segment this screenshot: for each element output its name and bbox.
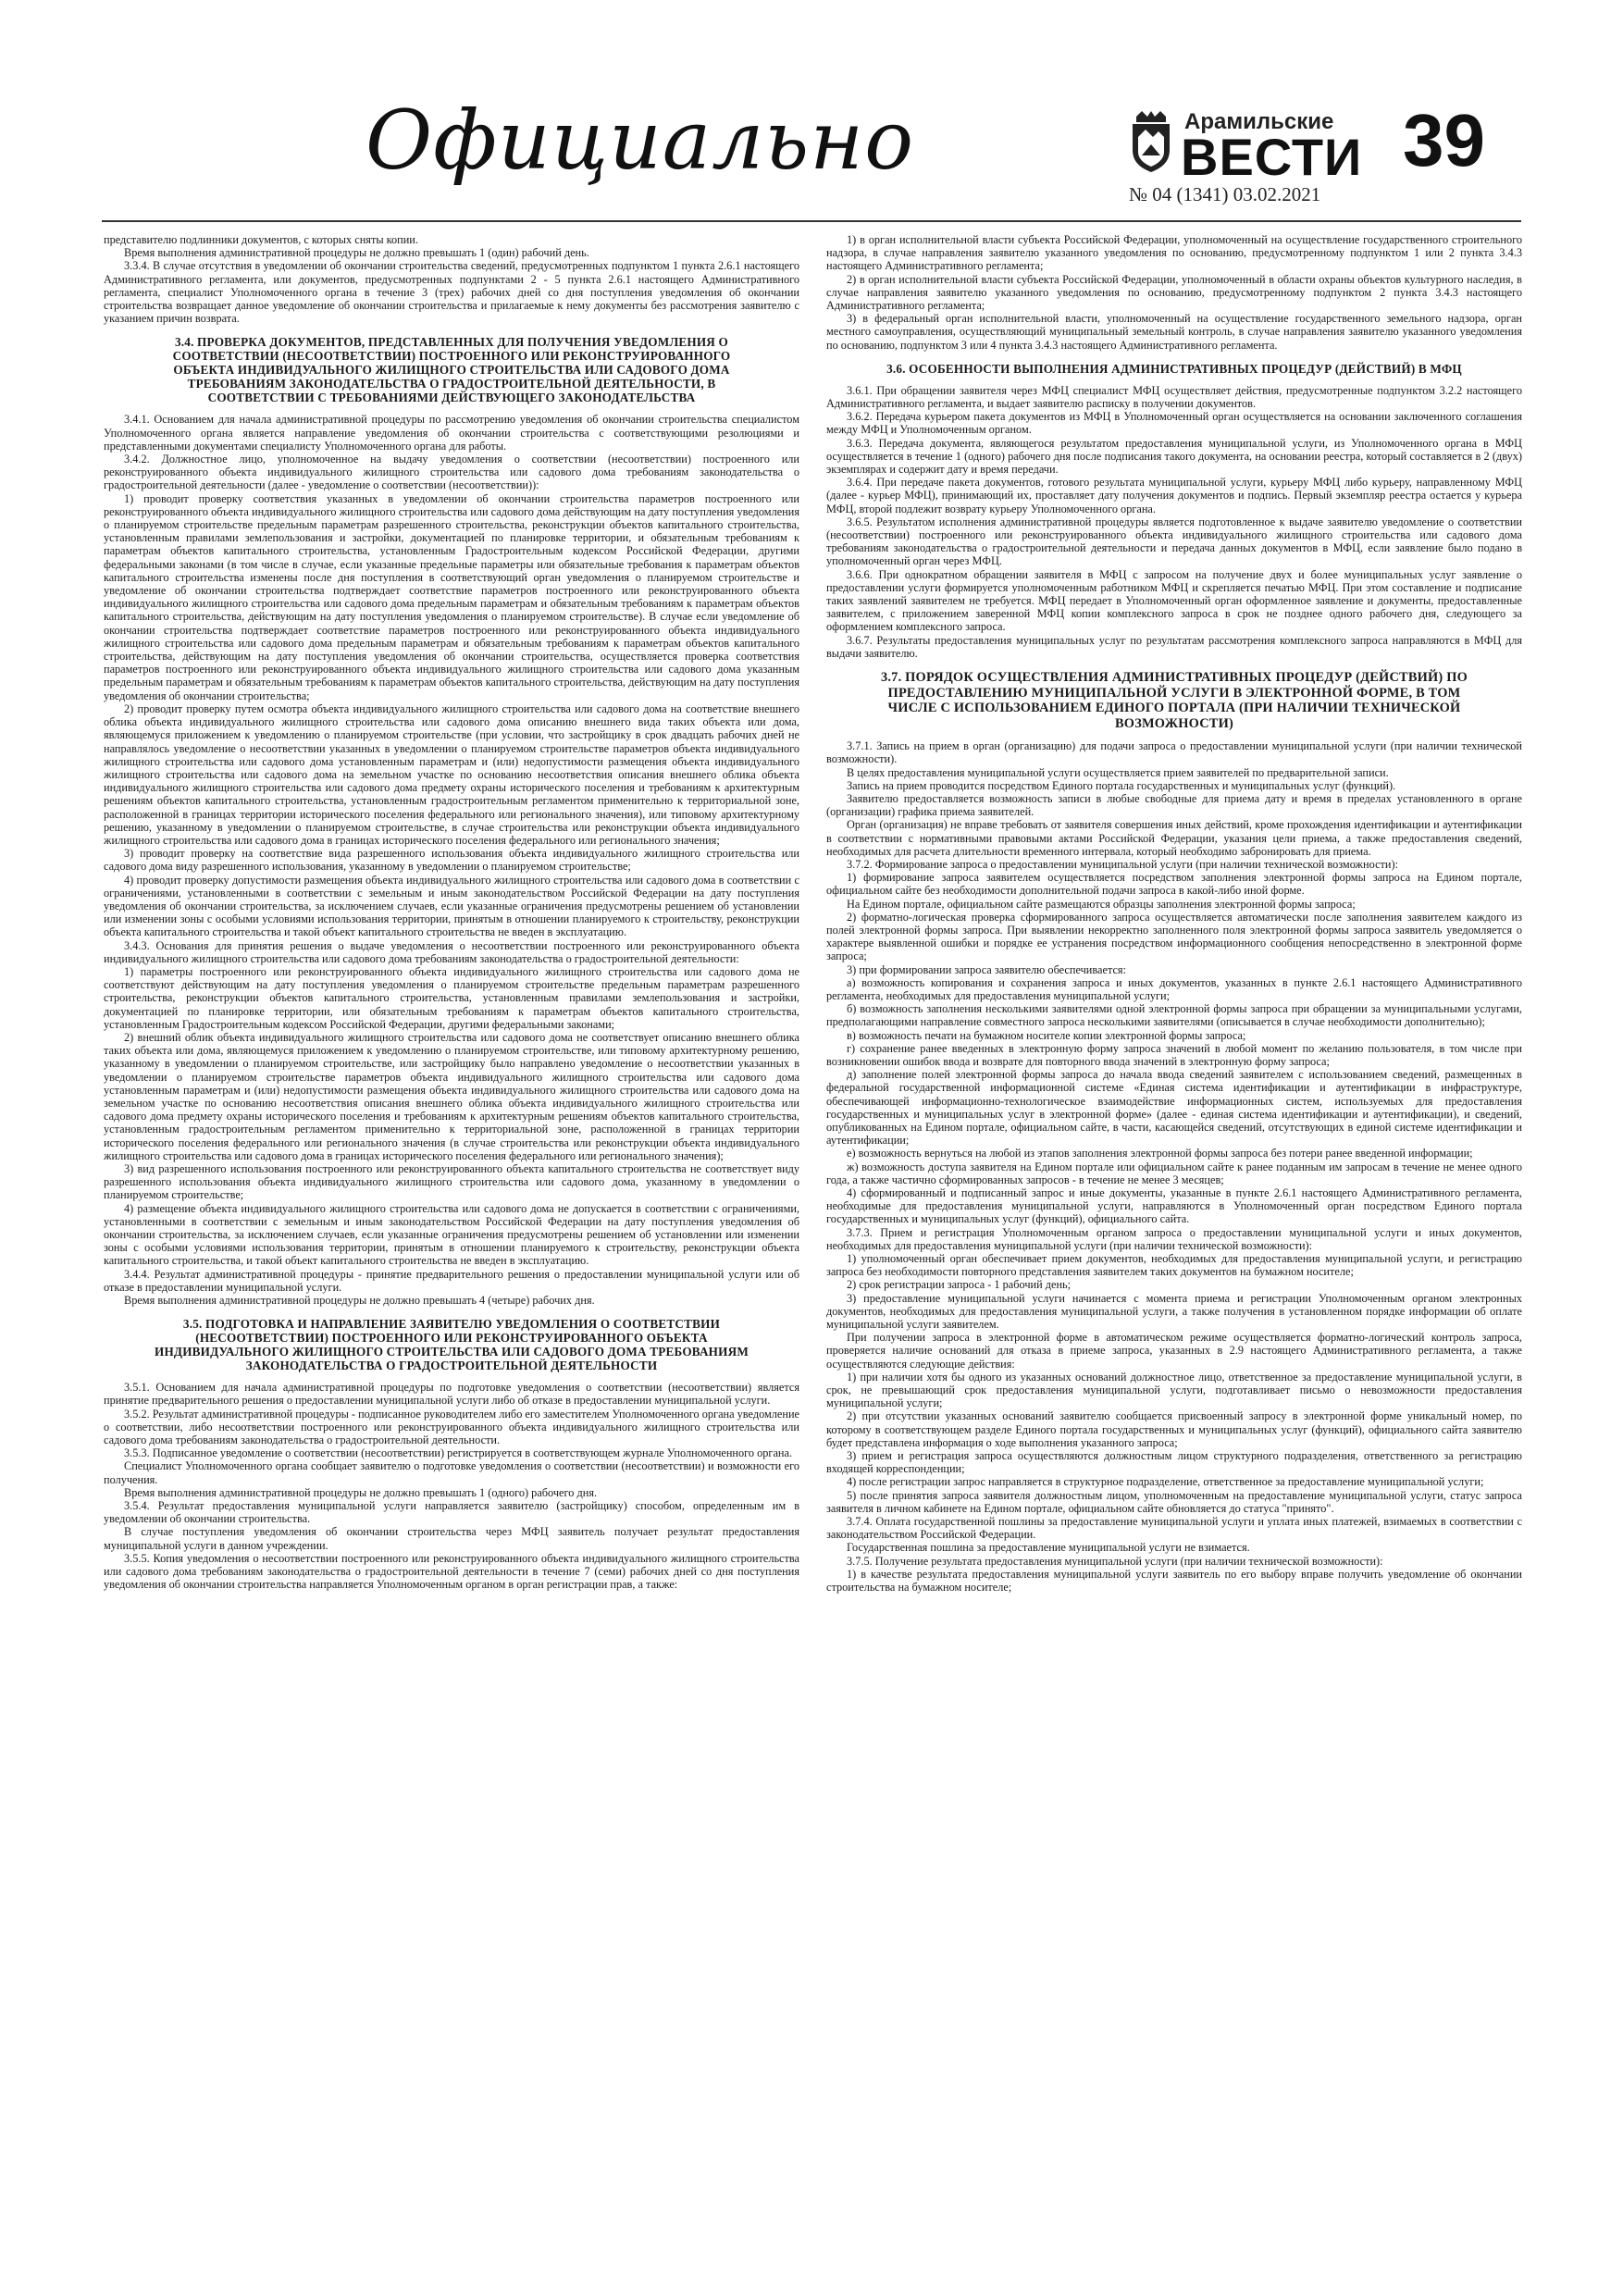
paragraph: 3.5.1. Основанием для начала административной процедуры по подготовке уведомления о соответствии (несоответствии) является принятие предварительного решения о предоставлении муниципальной услуги либо об отказе в предоставлении муниципальной услуги. bbox=[104, 1381, 799, 1408]
paragraph: 1) проводит проверку соответствия указанных в уведомлении об окончании строительства параметров построенного или реконструированного объекта индивидуального жилищного строительства или садового дома действующим на дату поступления уведомления о планируемом строительстве предельным параметрам разрешенного строительства, реконструкции объектов капитального строительства, установленным правилами землепользования и застройки, документацией по планировке территории, и обязательным требованиям к параметрам объектов капитального строительства, установленным Градостроительным кодексом Российской Федерации, другими федеральными законами (в том числе в случае, если указанные предельные параметры или обязательные требования к параметрам объектов капитального строительства изменены после дня поступления в соответствующий орган уведомления о планируемом строительстве и уведомление об окончании строительства подтверждает соответствие параметров построенного или реконструированного объекта индивидуального жилищного строительства или садового дома предельным параметрам и обязательным требованиям к параметрам объектов капитального строительства, действующим на дату поступления уведомления о планируемом строительстве). В случае если уведомление об окончании строительства подтверждает соответствие параметров построенного или реконструированного объекта индивидуального жилищного строительства или садового дома предельным параметрам и обязательным требованиям к параметрам объектов капитального строительства, действующим на дату поступления уведомления об окончании строительства, осуществляется проверка соответствия параметров построенного или реконструированного объекта индивидуального жилищного строительства или садового дома указанным предельным параметрам и обязательным требованиям к параметрам объектов капитального строительства, действующим на дату поступления уведомления об окончании строительства; bbox=[104, 491, 799, 702]
issue-info: № 04 (1341) 03.02.2021 bbox=[1129, 183, 1321, 205]
section-heading: 3.7. ПОРЯДОК ОСУЩЕСТВЛЕНИЯ АДМИНИСТРАТИВНЫХ ПРОЦЕДУР (ДЕЙСТВИЙ) ПО ПРЕДОСТАВЛЕНИЮ МУНИЦИПАЛЬНОЙ УСЛУГИ В ЭЛЕКТРОННОЙ ФОРМЕ, В ТОМ ЧИСЛЕ С ИСПОЛЬЗОВАНИЕМ ЕДИНОГО ПОРТАЛА (ПРИ НАЛИЧИИ ТЕХНИЧЕСКОЙ ВОЗМОЖНОСТИ) bbox=[880, 670, 1468, 731]
brand-top-text: Арамильские bbox=[1184, 109, 1334, 134]
paragraph: 3) прием и регистрация запроса осуществляются должностным лицом структурного подразделения, ответственного за регистрацию входящей корреспонденции; bbox=[826, 1449, 1522, 1476]
paragraph: 3.6.1. При обращении заявителя через МФЦ специалист МФЦ осуществляет действия, предусмотренные подпунктом 3.2.2 настоящего Административного регламента, и выдает заявителю расписку в получении документов. bbox=[826, 383, 1522, 411]
paragraph: Специалист Уполномоченного органа сообщает заявителю о подготовке уведомления о соответствии (несоответствии) и возможности его получения. bbox=[104, 1459, 799, 1486]
paragraph: 4) сформированный и подписанный запрос и иные документы, указанные в пункте 2.6.1 настоящего Административного регламента, необходимые для предоставления муниципальной услуги, направляются в Уполномоченный орган посредством Единого портала государственных и муниципальных услуг (функций), официального сайта. bbox=[826, 1186, 1522, 1226]
paragraph: 3.7.2. Формирование запроса о предоставлении муниципальной услуги (при наличии технической возможности): bbox=[847, 857, 1399, 871]
paragraph: 4) размещение объекта индивидуального жилищного строительства или садового дома не допускается в соответствии с ограничениями, установленными в соответствии с земельным и иным законодательством Российской Федерации на дату поступления уведомления об окончании строительства, за исключением случаев, если указанные ограничения предусмотрены решением об установлении или изменении зоны с особыми условиями использования территории, принятым в отношении планируемого к строительству, реконструкции объекта капитального строительства, и такой объект капитального строительства не введен в эксплуатацию. bbox=[104, 1201, 799, 1268]
paragraph: 2) при отсутствии указанных оснований заявителю сообщается присвоенный запросу в электронной форме уникальный номер, по которому в соответствующем разделе Единого портала государственных и муниципальных услуг (функций), официального сайта заявителю будет представлена информация о ходе выполнения указанного запроса; bbox=[826, 1409, 1522, 1449]
paragraph: 3.4.1. Основанием для начала административной процедуры по рассмотрению уведомления об окончании строительства специалистом Уполномоченного органа является направление уведомления об окончании строительства с соответствующими резолюциями и представленными документами специалисту Уполномоченного органа для работы. bbox=[104, 413, 799, 453]
paragraph: 1) формирование запроса заявителем осуществляется посредством заполнения электронной формы запроса на Едином портале, официальном сайте без необходимости дополнительной подачи запроса в какой-либо иной форме. bbox=[826, 871, 1522, 898]
paragraph: При получении запроса в электронной форме в автоматическом режиме осуществляется форматно-логический контроль запроса, проверяется наличие оснований для отказа в приеме запроса, указанных в 2.9 настоящего Административного регламента, а также осуществляются следующие действия: bbox=[826, 1331, 1522, 1371]
right-column bbox=[826, 233, 1522, 2278]
section-heading: 3.6. ОСОБЕННОСТИ ВЫПОЛНЕНИЯ АДМИНИСТРАТИВНЫХ ПРОЦЕДУР (ДЕЙСТВИЙ) В МФЦ bbox=[886, 361, 1462, 376]
paragraph: В случае поступления уведомления об окончании строительства через МФЦ заявитель получает результат предоставления муниципальной услуги в данном учреждении. bbox=[104, 1525, 799, 1552]
paragraph: 3.4.4. Результат административной процедуры - принятие предварительного решения о предоставлении муниципальной услуги или об отказе в предоставлении муниципальной услуги. bbox=[104, 1267, 799, 1294]
paragraph: 3.3.4. В случае отсутствия в уведомлении об окончании строительства сведений, предусмотренных подпунктом 1 пункта 2.6.1 настоящего Административного регламента, или документов, предусмотренных подпунктами 2 - 5 пункта 2.6.1 настоящего Административного регламента, специалист Уполномоченного органа в течение 3 (трех) рабочих дней со дня поступления уведомления об окончании строительства возвращает данное уведомление об окончании строительства и прилагаемые к нему документы без рассмотрения заявителю с указанием причин возврата. bbox=[104, 259, 799, 326]
paragraph: 3) проводит проверку на соответствие вида разрешенного использования объекта индивидуального жилищного строительства или садового дома виду разрешенного использования, указанному в уведомлении о планируемом строительстве; bbox=[104, 847, 799, 874]
paragraph: 3.6.4. При передаче пакета документов, готового результата муниципальной услуги, курьеру МФЦ либо курьеру, направленному МФЦ (далее - курьер МФЦ), принимающий их, проставляет дату получения документов и подпись. Первый экземпляр реестра остается у курьера МФЦ, второй подлежит возврату курьеру Уполномоченного органа. bbox=[826, 476, 1522, 515]
paragraph: 3) в федеральный орган исполнительной власти, уполномоченный на осуществление государственного земельного надзора, орган местного самоуправления, осуществляющий муниципальный земельный контроль, в случае направления заявителю указанного уведомления по основанию, подпунктом 3 или 4 пункта 3.4.3 настоящего Административного регламента. bbox=[826, 312, 1522, 352]
section-title: Официально bbox=[365, 93, 915, 188]
left-column bbox=[104, 233, 799, 2278]
paragraph: 3.6.5. Результатом исполнения административной процедуры является подготовленное к выдаче заявителю уведомление о соответствии (несоответствии) построенного или реконструированного объекта индивидуального жилищного строительства или садового дома требованиям законодательства о градостроительной деятельности и передача данных документов в МФЦ, если заявление было подано в уполномоченный орган через МФЦ. bbox=[826, 515, 1522, 568]
paragraph: 3) вид разрешенного использования построенного или реконструированного объекта капитального строительства не соответствует виду разрешенного использования объекта индивидуального жилищного строительства или садового дома, указанному в уведомлении о планируемом строительстве; bbox=[104, 1162, 799, 1202]
paragraph: 3.4.2. Должностное лицо, уполномоченное на выдачу уведомления о соответствии (несоответствии) построенного или реконструированного объекта индивидуального жилищного строительства или садового дома требованиям законодательства о градостроительной деятельности (далее - уведомление о соответствии (несоответствии)): bbox=[104, 453, 799, 492]
paragraph: 2) срок регистрации запроса - 1 рабочий день; bbox=[847, 1278, 1072, 1292]
paragraph: 3) при формировании запроса заявителю обеспечивается: bbox=[847, 962, 1127, 976]
paragraph: Время выполнения административной процедуры не должно превышать 4 (четыре) рабочих дня. bbox=[124, 1294, 595, 1308]
paragraph: 4) после регистрации запрос направляется в структурное подразделение, ответственное за предоставление муниципальной услуги; bbox=[847, 1475, 1484, 1489]
paragraph: Орган (организация) не вправе требовать от заявителя совершения иных действий, кроме прохождения идентификации и аутентификации в соответствии с нормативными правовыми актами Российской Федерации, указания цели приема, а также предоставления сведений, необходимых для расчета длительности временного интервала, который необходимо забронировать для приема. bbox=[826, 818, 1522, 858]
paragraph: б) возможность заполнения несколькими заявителями одной электронной формы запроса при обращении за муниципальными услугами, предполагающими направление совместного запроса несколькими заявителями (описывается в случае необходимости дополнительно); bbox=[826, 1002, 1522, 1029]
paragraph: 3.6.6. При однократном обращении заявителя в МФЦ с запросом на получение двух и более муниципальных услуг заявление о предоставлении услуги формируется уполномоченным работником МФЦ и скрепляется печатью МФЦ. При этом составление и подписание таких заявлений заявителем не требуется. МФЦ передает в Уполномоченный орган оформленное заявление и документы, предоставленные заявителем, с приложением заверенной МФЦ копии комплексного запроса в срок не позднее одного рабочего дня, следующего за оформлением комплексного запроса. bbox=[826, 567, 1522, 634]
paragraph: 3.5.4. Результат предоставления муниципальной услуги направляется заявителю (застройщику) способом, определенным им в уведомлении об окончании строительства. bbox=[104, 1499, 799, 1526]
paragraph: 4) проводит проверку допустимости размещения объекта индивидуального жилищного строительства или садового дома в соответствии с ограничениями, установленными в соответствии с земельным и иным законодательством Российской Федерации на дату поступления уведомления об окончании строительства, за исключением случаев, если указанные ограничения предусмотрены решением об установлении или изменении зоны с особыми условиями использования территории, принятым в отношении планируемого к строительству, реконструкции объекта капитального строительства и такой объект капитального строительства не введен в эксплуатацию. bbox=[104, 873, 799, 939]
coat-of-arms-icon bbox=[1127, 109, 1175, 174]
paragraph: е) возможность вернуться на любой из этапов заполнения электронной формы запроса без потери ранее введенной информации; bbox=[847, 1147, 1473, 1160]
paragraph: 3.7.1. Запись на прием в орган (организацию) для подачи запроса о предоставлении муниципальной услуги (при наличии технической возможности). bbox=[826, 739, 1522, 766]
paragraph: д) заполнение полей электронной формы запроса до начала ввода сведений заявителем с использованием сведений, размещенных в федеральной государственной информационной системе «Единая система идентификации и аутентификации в инфраструктуре, обеспечивающей информационно-технологическое взаимодействие информационных систем, используемых для предоставления государственных и муниципальных услуг в электронной форме» (далее - единая система идентификации и аутентификации), и сведений, опубликованных на Едином портале, официальном сайте, в части, касающейся сведений, отсутствующих в единой системе идентификации и аутентификации; bbox=[826, 1068, 1522, 1148]
newspaper-logo bbox=[1127, 109, 1363, 187]
paragraph: 1) в качестве результата предоставления муниципальной услуги заявитель по его выбору вправе получить уведомление об окончании строительства на бумажном носителе; bbox=[826, 1567, 1522, 1595]
section-heading: 3.4. ПРОВЕРКА ДОКУМЕНТОВ, ПРЕДСТАВЛЕННЫХ ДЛЯ ПОЛУЧЕНИЯ УВЕДОМЛЕНИЯ О СООТВЕТСТВИИ (НЕСООТВЕТСТВИИ) ПОСТРОЕННОГО ИЛИ РЕКОНСТРУИРОВАННОГО ОБЪЕКТА ИНДИВИДУАЛЬНОГО ЖИЛИЩНОГО СТРОИТЕЛЬСТВА ИЛИ САДОВОГО ДОМА ТРЕБОВАНИЯМ ЗАКОНОДАТЕЛЬСТВА О ГРАДОСТРОИТЕЛЬНОЙ ДЕЯТЕЛЬНОСТИ, В СООТВЕТСТВИИ С ТРЕБОВАНИЯМИ ДЕЙСТВУЮЩЕГО ЗАКОНОДАТЕЛЬСТВА bbox=[172, 335, 731, 405]
paragraph: в) возможность печати на бумажном носителе копии электронной формы запроса; bbox=[847, 1028, 1246, 1042]
paragraph: 1) в орган исполнительной власти субъекта Российской Федерации, уполномоченный на осуществление государственного строительного надзора, в случае направления заявителю указанного уведомления по основанию, предусмотренному подпунктом 1 или 2 пункта 3.4.3 настоящего Административного регламента; bbox=[826, 233, 1522, 273]
paragraph: ж) возможность доступа заявителя на Едином портале или официальном сайте к ранее поданным им запросам в течение не менее одного года, а также частично сформированных запросов - в течение не менее 3 месяцев; bbox=[826, 1160, 1522, 1186]
paragraph: 3.4.3. Основания для принятия решения о выдаче уведомления о несоответствии построенного или реконструированного объекта индивидуального жилищного строительства или садового дома требованиям законодательства о градостроительной деятельности: bbox=[104, 938, 799, 965]
paragraph: 3.6.7. Результаты предоставления муниципальных услуг по результатам рассмотрения комплексного запроса направляются в МФЦ для выдачи заявителю. bbox=[826, 633, 1522, 660]
paragraph: 3.6.3. Передача документа, являющегося результатом предоставления муниципальной услуги, из Уполномоченного органа в МФЦ осуществляется в течение 1 (одного) рабочего дня после подписания такого документа, на основании реестра, который составляется в 2 (двух) экземплярах и содержит дату и время передачи. bbox=[826, 436, 1522, 477]
brand-main-text: ВЕСТИ bbox=[1181, 128, 1363, 186]
paragraph: 3.7.5. Получение результата предоставления муниципальной услуги (при наличии технической возможности): bbox=[847, 1554, 1383, 1568]
paragraph: 2) форматно-логическая проверка сформированного запроса осуществляется автоматически после заполнения заявителем каждого из полей электронной формы запроса. При выявлении некорректно заполненного поля электронной формы запроса заявитель уведомляется о характере выявленной ошибки и порядке ее устранения посредством информационного сообщения непосредственно в электронной форме запроса; bbox=[826, 910, 1522, 963]
page-number: 39 bbox=[1403, 99, 1485, 181]
paragraph: 3.6.2. Передача курьером пакета документов из МФЦ в Уполномоченный орган осуществляется на основании заключенного соглашения между МФЦ и Уполномоченным органом. bbox=[826, 410, 1522, 437]
paragraph: 1) при наличии хотя бы одного из указанных оснований должностное лицо, ответственное за предоставление муниципальной услуги, в срок, не превышающий срок предоставления муниципальной услуги, подготавливает письмо о невозможности предоставления муниципальной услуги; bbox=[826, 1370, 1522, 1410]
paragraph: 3.7.3. Прием и регистрация Уполномоченным органом запроса о предоставлении муниципальной услуги и иных документов, необходимых для предоставления муниципальной услуги (при наличии технической возможности): bbox=[826, 1225, 1522, 1252]
paragraph: 2) внешний облик объекта индивидуального жилищного строительства или садового дома не соответствует описанию внешнего облика таких объекта или дома, являющемуся приложением к уведомлению о планируемом строительстве, или типовому архитектурному решению, указанному в уведомлении о планируемом строительстве, или застройщику было направлено уведомление о несоответствии указанных в уведомлении о планируемом строительстве параметров объекта индивидуального жилищного строительства или садового дома установленным параметрам и (или) недопустимости размещения объекта индивидуального жилищного строительства или садового дома на земельном участке по основанию несоответствия описания внешнего облика объекта индивидуального жилищного строительства или садового дома предмету охраны исторического поселения и требованиям к архитектурным решениям объектов капитального строительства, установленным градостроительным регламентом применительно к территориальной зоне, расположенной в границах территории исторического поселения федерального или регионального значения (в случае строительства или реконструкции объекта индивидуального жилищного строительства или садового дома в границах исторического поселения федерального или регионального значения); bbox=[104, 1030, 799, 1162]
header-divider bbox=[102, 220, 1521, 222]
paragraph: В целях предоставления муниципальной услуги осуществляется прием заявителей по предварительной записи. bbox=[847, 765, 1389, 779]
paragraph: 1) параметры построенного или реконструированного объекта индивидуального жилищного строительства или садового дома не соответствуют действующим на дату поступления уведомления о планируемом строительстве предельным параметрам разрешенного строительства, реконструкции объектов капитального строительства, установленным правилами землепользования и застройки, документацией по планировке территории, или обязательным требованиям к параметрам объектов капитального строительства, установленным Градостроительным кодексом Российской Федерации, другими федеральными законами; bbox=[104, 964, 799, 1031]
paragraph: 3) предоставление муниципальной услуги начинается с момента приема и регистрации Уполномоченным органом электронных документов, необходимых для предоставления муниципальной услуги, а также получения в установленном порядке информации об оплате муниципальной услуги заявителем. bbox=[826, 1291, 1522, 1332]
paragraph: Запись на прием проводится посредством Единого портала государственных и муниципальных услуг (функций). bbox=[847, 778, 1396, 792]
paragraph: а) возможность копирования и сохранения запроса и иных документов, указанных в пункте 2.6.1 настоящего Административного регламента, необходимых для предоставления муниципальной услуги; bbox=[826, 975, 1522, 1002]
paragraph: 3.7.4. Оплата государственной пошлины за предоставление муниципальной услуги и уплата иных платежей, взимаемых в соответствии с законодательством Российской Федерации. bbox=[826, 1515, 1522, 1542]
page-header bbox=[0, 0, 1623, 231]
paragraph: Государственная пошлина за предоставление муниципальной услуги не взимается. bbox=[847, 1541, 1250, 1555]
paragraph: г) сохранение ранее введенных в электронную форму запроса значений в любой момент по желанию пользователя, в том числе при возникновении ошибок ввода и возврате для повторного ввода значений в электронную форму запроса; bbox=[826, 1041, 1522, 1068]
paragraph: представителю подлинники документов, с которых сняты копии. bbox=[104, 233, 418, 246]
paragraph: 3.5.5. Копия уведомления о несоответствии построенного или реконструированного объекта индивидуального жилищного строительства или садового дома требованиям законодательства о градостроительной деятельности в течение 7 (семи) рабочих дней со дня поступления уведомления об окончании строительства направляется Уполномоченным органом в орган регистрации прав, а также: bbox=[104, 1551, 799, 1592]
paragraph: 2) проводит проверку путем осмотра объекта индивидуального жилищного строительства или садового дома на соответствие внешнего облика объекта индивидуального жилищного строительства или садового дома описанию внешнего вида таких объекта или дома, являющемуся приложением к уведомлению о планируемом строительстве (при условии, что застройщику в срок двадцать рабочих дней не направлялось уведомление о несоответствии указанных в уведомлении о планируемом строительстве параметров объекта индивидуального жилищного строительства или садового дома установленным параметрам и (или) недопустимости размещения объекта индивидуального жилищного строительства или садового дома на земельном участке по основанию несоответствия описания внешнего облика объекта индивидуального жилищного строительства или садового дома предмету охраны исторического поселения и требованиям к архитектурным решениям объектов капитального строительства, установленным градостроительным регламентом применительно к территориальной зоне, расположенной в границах территории исторического поселения федерального или регионального значения), или типовому архитектурному решению, указанному в уведомлении о планируемом строительстве, в случае строительства или реконструкции объекта индивидуального жилищного строительства или садового дома в границах исторического поселения федерального или регионального значения; bbox=[104, 701, 799, 847]
paragraph: Время выполнения административной процедуры не должно превышать 1 (один) рабочий день. bbox=[124, 246, 589, 260]
paragraph: 3.5.3. Подписанное уведомление о соответствии (несоответствии) регистрируется в соответствующем журнале Уполномоченного органа. bbox=[124, 1446, 793, 1460]
paragraph: 3.5.2. Результат административной процедуры - подписанное руководителем либо его заместителем Уполномоченного органа уведомление о соответствии, либо несоответствии построенного или реконструированного объекта индивидуального жилищного строительства или садового дома требованиям законодательства о градостроительной деятельности. bbox=[104, 1407, 799, 1447]
paragraph: 1) уполномоченный орган обеспечивает прием документов, необходимых для предоставления муниципальной услуги, и регистрацию запроса без необходимости повторного представления заявителем таких документов на бумажном носителе; bbox=[826, 1252, 1522, 1279]
paragraph: На Едином портале, официальном сайте размещаются образцы заполнения электронной формы запроса; bbox=[847, 897, 1356, 911]
paragraph: Заявителю предоставляется возможность записи в любые свободные для приема дату и время в пределах установленного в органе (организации) графика приема заявителей. bbox=[826, 791, 1522, 819]
paragraph: 5) после принятия запроса заявителя должностным лицом, уполномоченным на предоставление муниципальной услуги, статус запроса заявителя в личном кабинете на Едином портале, официальном сайте обновляется до статуса "принято". bbox=[826, 1488, 1522, 1515]
section-heading: 3.5. ПОДГОТОВКА И НАПРАВЛЕНИЕ ЗАЯВИТЕЛЮ УВЕДОМЛЕНИЯ О СООТВЕТСТВИИ (НЕСООТВЕТСТВИИ) ПОСТРОЕННОГО ИЛИ РЕКОНСТРУИРОВАННОГО ОБЪЕКТА ИНДИВИДУАЛЬНОГО ЖИЛИЩНОГО СТРОИТЕЛЬСТВА ИЛИ САДОВОГО ДОМА ТРЕБОВАНИЯМ ЗАКОНОДАТЕЛЬСТВА О ГРАДОСТРОИТЕЛЬНОЙ ДЕЯТЕЛЬНОСТИ bbox=[155, 1317, 749, 1373]
paragraph: 2) в орган исполнительной власти субъекта Российской Федерации, уполномоченный в области охраны объектов культурного наследия, в случае направления заявителю указанного уведомления по основанию, предусмотренному подпунктом 2 пункта 3.4.3 настоящего Административного регламента; bbox=[826, 272, 1522, 313]
paragraph: Время выполнения административной процедуры не должно превышать 1 (одного) рабочего дня. bbox=[124, 1485, 598, 1499]
